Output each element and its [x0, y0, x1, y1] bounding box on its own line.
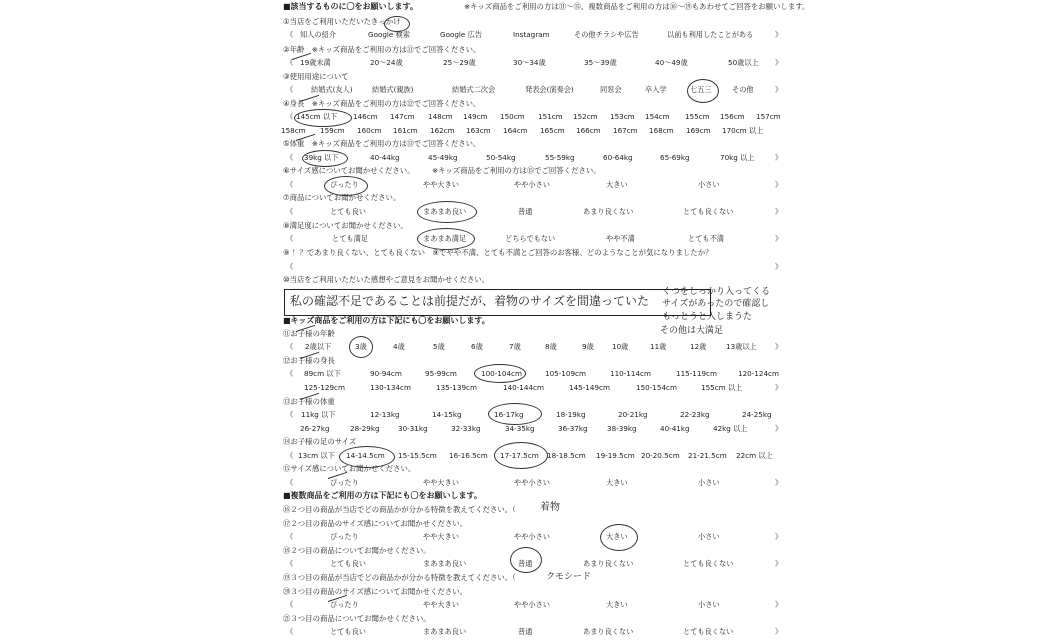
- option-label: 大きい: [606, 532, 628, 541]
- handwritten-text: 着物: [540, 502, 560, 513]
- option-label: 4歳: [393, 342, 405, 351]
- option-label: 130-134cm: [370, 383, 411, 392]
- option-label: 2歳以下: [305, 342, 332, 351]
- question-text: ②年齢 ※キッズ商品をご利用の方は⑪でご回答ください。: [283, 45, 481, 54]
- option-label: 12歳: [690, 342, 707, 351]
- option-label: 154cm: [645, 112, 670, 121]
- option-label: 40～49歳: [655, 58, 688, 67]
- option-label: 167cm: [613, 126, 638, 135]
- option-label: 32-33kg: [451, 424, 481, 433]
- option-label: 《: [286, 153, 294, 162]
- option-label: 結婚式(友人): [311, 85, 353, 94]
- option-label: やや大きい: [423, 532, 459, 541]
- option-label: 28-29kg: [350, 424, 380, 433]
- option-label: 35～39歳: [584, 58, 617, 67]
- option-label: 17-17.5cm: [500, 451, 539, 460]
- option-label: 169cm: [686, 126, 711, 135]
- option-label: 13歳以上: [726, 342, 757, 351]
- option-label: 》: [775, 478, 783, 487]
- option-label: 90-94cm: [370, 369, 402, 378]
- option-label: 156cm: [720, 112, 745, 121]
- option-label: 155cm: [685, 112, 710, 121]
- option-label: まあまあ良い: [423, 627, 467, 636]
- option-label: 》: [775, 532, 783, 541]
- option-label: 》: [775, 559, 783, 568]
- option-label: 普通: [518, 627, 533, 636]
- option-label: 普通: [518, 207, 533, 216]
- option-label: 151cm: [538, 112, 563, 121]
- option-label: Google 検索: [368, 30, 411, 39]
- option-label: 145-149cm: [569, 383, 610, 392]
- option-label: 》: [775, 342, 783, 351]
- question-text: ⑲３つ目の商品が当店でどの商品かが分かる特徴を教えてください。（: [283, 573, 516, 582]
- option-label: 大きい: [606, 180, 628, 189]
- question-text: ④身長 ※キッズ商品をご利用の方は⑫でご回答ください。: [283, 99, 481, 108]
- option-label: 10歳: [612, 342, 629, 351]
- option-label: 《: [286, 532, 294, 541]
- option-label: Instagram: [513, 30, 550, 39]
- option-label: 9歳: [582, 342, 594, 351]
- option-label: 163cm: [466, 126, 491, 135]
- option-label: 》: [775, 424, 783, 433]
- option-label: 34-35kg: [505, 424, 535, 433]
- handwritten-text: サイズがあったので確認し: [662, 299, 770, 309]
- option-label: やや小さい: [514, 478, 550, 487]
- option-label: やや小さい: [514, 532, 550, 541]
- option-label: 以前も利用したことがある: [667, 30, 754, 39]
- question-text: ⑥サイズ感についてお聞かせください。: [283, 166, 415, 175]
- option-label: 42kg 以上: [713, 424, 748, 433]
- option-label: 6歳: [471, 342, 483, 351]
- option-label: 《: [286, 627, 294, 636]
- option-label: まあまあ良い: [423, 207, 467, 216]
- option-label: 8歳: [545, 342, 557, 351]
- option-label: 《: [286, 262, 294, 271]
- question-text: ⑮サイズ感についてお聞かせください。: [283, 464, 416, 473]
- option-label: 小さい: [698, 478, 720, 487]
- option-label: 26-27kg: [300, 424, 330, 433]
- option-label: まあまあ良い: [423, 559, 467, 568]
- option-label: やや大きい: [423, 478, 459, 487]
- question-text: ㉑３つ目の商品についてお聞かせください。: [283, 614, 431, 623]
- option-label: 《: [286, 58, 294, 67]
- option-label: 120-124cm: [738, 369, 779, 378]
- option-label: 135-139cm: [436, 383, 477, 392]
- option-label: Google 広告: [440, 30, 483, 39]
- option-label: 16-16.5cm: [449, 451, 488, 460]
- option-label: とても不満: [688, 234, 724, 243]
- question-text: ⑩当店をご利用いただいた感想やご意見をお聞かせください。: [283, 275, 490, 284]
- option-label: 89cm 以下: [304, 369, 341, 378]
- option-label: やや小さい: [514, 600, 550, 609]
- option-label: とても良くない: [683, 207, 734, 216]
- option-label: 20～24歳: [370, 58, 403, 67]
- handwritten-text: 私の確認不足であることは前提だが、着物のサイズを間違っていた: [290, 294, 650, 308]
- option-label: 22cm 以上: [736, 451, 773, 460]
- option-label: 159cm: [320, 126, 345, 135]
- option-label: ぴったり: [330, 180, 359, 189]
- option-label: 95-99cm: [425, 369, 457, 378]
- option-label: とても良くない: [683, 559, 734, 568]
- section-heading: ■複数商品をご利用の方は下記にも〇をお願いします。: [283, 491, 482, 500]
- option-label: 140-144cm: [503, 383, 544, 392]
- question-text: ⑰２つ目の商品のサイズ感についてお聞かせください。: [283, 519, 468, 528]
- option-label: 65-69kg: [660, 153, 690, 162]
- option-label: とても良い: [330, 627, 366, 636]
- option-label: 11歳: [650, 342, 667, 351]
- option-label: 》: [775, 180, 783, 189]
- option-label: 12-13kg: [370, 410, 400, 419]
- section-heading: ■キッズ商品をご利用の方は下記にも〇をお願いします。: [283, 316, 490, 325]
- option-label: 》: [775, 30, 783, 39]
- question-text: ⑤体重 ※キッズ商品をご利用の方は⑬でご回答ください。: [283, 139, 481, 148]
- option-label: 160cm: [357, 126, 382, 135]
- option-label: 19歳未満: [300, 58, 331, 67]
- option-label: 《: [286, 234, 294, 243]
- option-label: 知人の紹介: [300, 30, 336, 39]
- option-label: 40-44kg: [370, 153, 400, 162]
- option-label: ぴったり: [330, 600, 359, 609]
- option-label: その他: [732, 85, 754, 94]
- option-label: 170cm 以上: [722, 126, 764, 135]
- option-label: あまり良くない: [583, 559, 634, 568]
- option-label: 45-49kg: [428, 153, 458, 162]
- option-label: 38-39kg: [607, 424, 637, 433]
- option-label: 157cm: [756, 112, 781, 121]
- option-label: 卒入学: [645, 85, 667, 94]
- option-label: 30-31kg: [398, 424, 428, 433]
- option-label: 110-114cm: [610, 369, 651, 378]
- option-label: 39kg 以下: [304, 153, 339, 162]
- option-label: あまり良くない: [583, 627, 634, 636]
- option-label: 55-59kg: [545, 153, 575, 162]
- question-text: ⑦商品についてお聞かせください。: [283, 193, 401, 202]
- option-label: 70kg 以上: [720, 153, 755, 162]
- option-label: 《: [286, 180, 294, 189]
- option-label: 《: [286, 207, 294, 216]
- option-label: ぴったり: [330, 532, 359, 541]
- option-label: 《: [286, 342, 294, 351]
- option-label: 小さい: [698, 600, 720, 609]
- option-label: 158cm: [281, 126, 306, 135]
- option-label: 164cm: [503, 126, 528, 135]
- option-label: 小さい: [698, 532, 720, 541]
- option-label: 《: [286, 451, 294, 460]
- question-text: ※キッズ商品をご利用の方は⑮でご回答ください。: [432, 166, 601, 175]
- option-label: やや大きい: [423, 600, 459, 609]
- option-label: 50歳以上: [728, 58, 759, 67]
- option-label: とても良い: [330, 559, 366, 568]
- handwritten-text: くつをしっかり入ってくる: [662, 287, 771, 297]
- option-label: 3歳: [355, 342, 367, 351]
- option-label: まあまあ満足: [423, 234, 467, 243]
- option-label: 150cm: [500, 112, 525, 121]
- option-label: 25～29歳: [443, 58, 476, 67]
- option-label: 168cm: [649, 126, 674, 135]
- option-label: 60-64kg: [603, 153, 633, 162]
- option-label: 小さい: [698, 180, 720, 189]
- option-label: 》: [775, 58, 783, 67]
- option-label: とても良い: [330, 207, 366, 216]
- option-label: 発表会(演奏会): [525, 85, 574, 94]
- option-label: 普通: [518, 559, 533, 568]
- handwritten-text: その他は大満足: [660, 326, 724, 336]
- option-label: 》: [775, 262, 783, 271]
- option-label: とても良くない: [683, 627, 734, 636]
- option-label: どちらでもない: [505, 234, 556, 243]
- option-label: とても満足: [332, 234, 368, 243]
- question-text: ※キッズ商品をご利用の方は⑪～⑮、複数商品をご利用の方は⑯～⑲もあわせてご回答をお願いします。: [464, 2, 810, 11]
- option-label: 《: [286, 30, 294, 39]
- option-label: 155cm 以上: [701, 383, 743, 392]
- option-label: 145cm 以下: [296, 112, 338, 121]
- question-text: ⑪お子様の年齢: [283, 329, 335, 338]
- option-label: 》: [775, 383, 783, 392]
- option-label: 14-15kg: [432, 410, 462, 419]
- question-text: ⑬お子様の体重: [283, 397, 335, 406]
- option-label: 148cm: [428, 112, 453, 121]
- option-label: ぴったり: [330, 478, 359, 487]
- option-label: 》: [775, 153, 783, 162]
- option-label: 《: [286, 112, 294, 121]
- option-label: 165cm: [540, 126, 565, 135]
- option-label: 11kg 以下: [301, 410, 336, 419]
- question-text: ⑱２つ目の商品についてお聞かせください。: [283, 546, 431, 555]
- option-label: 13cm 以下: [298, 451, 335, 460]
- option-label: 147cm: [390, 112, 415, 121]
- question-text: ⑯２つ目の商品が当店でどの商品かが分かる特徴を教えてください。（: [283, 505, 516, 514]
- option-label: 50-54kg: [486, 153, 516, 162]
- option-label: 》: [775, 85, 783, 94]
- option-label: 18-19kg: [556, 410, 586, 419]
- question-text: ⑫お子様の身長: [283, 356, 335, 365]
- question-text: ⑧満足度についてお聞かせください。: [283, 221, 408, 230]
- option-label: やや小さい: [514, 180, 550, 189]
- option-label: 《: [286, 85, 294, 94]
- option-label: 結婚式二次会: [452, 85, 496, 94]
- option-label: 同窓会: [600, 85, 622, 94]
- option-label: 14-14.5cm: [346, 451, 385, 460]
- option-label: やや大きい: [423, 180, 459, 189]
- option-label: 《: [286, 410, 294, 419]
- handwritten-text: もっとうと入しまうた: [662, 312, 753, 322]
- option-label: 大きい: [606, 478, 628, 487]
- option-label: 105-109cm: [545, 369, 586, 378]
- option-label: 149cm: [463, 112, 488, 121]
- option-label: 七五三: [690, 85, 712, 94]
- question-text: ⑳３つ目の商品のサイズ感についてお聞かせください。: [283, 587, 468, 596]
- option-label: 20-21kg: [618, 410, 648, 419]
- question-text: ①当店をご利用いただいたきっかけ: [283, 17, 401, 26]
- option-label: 》: [775, 627, 783, 636]
- option-label: 大きい: [606, 600, 628, 609]
- handwritten-text: クモシード: [546, 572, 592, 582]
- option-label: 》: [775, 600, 783, 609]
- option-label: 161cm: [393, 126, 418, 135]
- option-label: 30～34歳: [513, 58, 546, 67]
- option-label: 16-17kg: [494, 410, 524, 419]
- option-label: やや不満: [606, 234, 635, 243]
- option-label: 《: [286, 369, 294, 378]
- option-label: 24-25kg: [742, 410, 772, 419]
- option-label: 《: [286, 478, 294, 487]
- option-label: 《: [286, 559, 294, 568]
- question-text: ③使用用途について: [283, 72, 349, 81]
- option-label: 20-20.5cm: [641, 451, 680, 460]
- option-label: 36-37kg: [558, 424, 588, 433]
- option-label: 153cm: [610, 112, 635, 121]
- option-label: 115-119cm: [676, 369, 717, 378]
- option-label: 18-18.5cm: [547, 451, 586, 460]
- option-label: 》: [775, 207, 783, 216]
- option-label: 100-104cm: [481, 369, 522, 378]
- option-label: 》: [775, 234, 783, 243]
- option-label: 152cm: [573, 112, 598, 121]
- option-label: 150-154cm: [636, 383, 677, 392]
- option-label: 結婚式(親族): [372, 85, 414, 94]
- question-text: ⑭お子様の足のサイズ: [283, 437, 357, 446]
- option-label: 21-21.5cm: [688, 451, 727, 460]
- option-label: 125-129cm: [304, 383, 345, 392]
- option-label: あまり良くない: [583, 207, 634, 216]
- option-label: 5歳: [433, 342, 445, 351]
- option-label: 162cm: [430, 126, 455, 135]
- section-heading: ■該当するものに〇をお願いします。: [283, 2, 418, 11]
- option-label: 《: [286, 600, 294, 609]
- question-text: ⑨ ！？であまり良くない、とても良くない ⑨でやや不満、とても不満とご回答のお客様、どのようなことが気になりましたか？: [283, 248, 713, 257]
- option-label: その他チラシや広告: [574, 30, 639, 39]
- option-label: 166cm: [576, 126, 601, 135]
- option-label: 7歳: [509, 342, 521, 351]
- option-label: 15-15.5cm: [398, 451, 437, 460]
- option-label: 146cm: [353, 112, 378, 121]
- option-label: 22-23kg: [680, 410, 710, 419]
- option-label: 40-41kg: [660, 424, 690, 433]
- option-label: 19-19.5cm: [596, 451, 635, 460]
